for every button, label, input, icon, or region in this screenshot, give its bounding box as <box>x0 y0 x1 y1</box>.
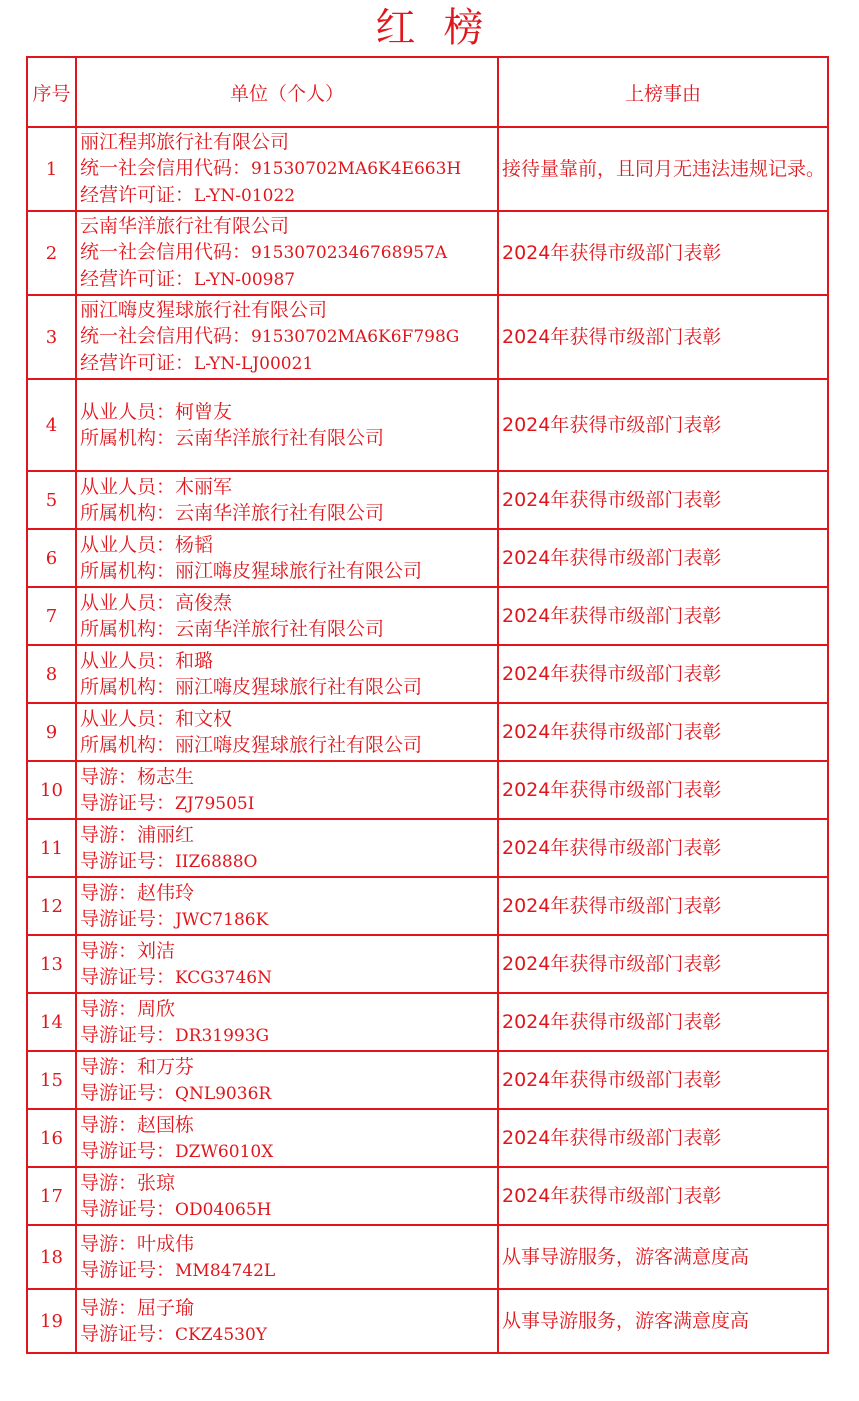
unit-line-value: KCG3746N <box>175 967 272 988</box>
table-row <box>27 1051 828 1109</box>
table-body <box>27 127 828 1353</box>
row-unit <box>76 993 498 1051</box>
unit-line-value: 丽江嗨皮猩球旅行社有限公司 <box>175 676 423 698</box>
table-row <box>27 993 828 1051</box>
unit-line-value: 和万芬 <box>137 1055 195 1078</box>
unit-line <box>80 500 497 526</box>
unit-line-label: 导游证号： <box>80 1197 176 1220</box>
unit-line-value: QNL9036R <box>175 1083 272 1104</box>
unit-line-label: 导游证号： <box>80 1139 176 1162</box>
unit-line <box>80 964 497 991</box>
unit-line <box>80 648 497 674</box>
unit-line-value: DR31993G <box>175 1025 270 1046</box>
table-row <box>27 471 828 529</box>
unit-line <box>80 1080 497 1107</box>
honor-table <box>26 56 829 1354</box>
unit-line-label: 所属机构： <box>80 734 176 756</box>
table-row <box>27 819 828 877</box>
row-reason: 2024年获得市级部门表彰 <box>498 819 828 877</box>
unit-line-label: 导游： <box>80 939 138 962</box>
row-unit <box>76 877 498 935</box>
row-index: 9 <box>27 703 76 761</box>
row-index: 11 <box>27 819 76 877</box>
unit-line <box>80 1295 497 1321</box>
unit-line <box>80 532 497 558</box>
unit-line-value: L-YN-00987 <box>194 270 296 290</box>
row-index: 15 <box>27 1051 76 1109</box>
unit-line-label: 导游： <box>80 1171 138 1194</box>
unit-line-value: 柯曾友 <box>175 401 233 423</box>
unit-line <box>80 764 497 790</box>
unit-line-label: 导游证号： <box>80 1081 176 1104</box>
unit-line <box>80 425 497 451</box>
row-unit <box>76 645 498 703</box>
unit-line-label: 导游： <box>80 1113 138 1136</box>
unit-line-value: 和文权 <box>175 708 233 730</box>
unit-line <box>80 906 497 933</box>
unit-line-value: CKZ4530Y <box>175 1324 268 1345</box>
unit-line-value: 丽江嗨皮猩球旅行社有限公司 <box>175 734 423 756</box>
row-reason: 接待量靠前，且同月无违法违规记录。 <box>498 127 828 211</box>
unit-line-label: 从业人员： <box>80 708 176 730</box>
row-reason: 2024年获得市级部门表彰 <box>498 877 828 935</box>
table-header-row <box>27 57 828 127</box>
row-reason: 从事导游服务，游客满意度高 <box>498 1225 828 1289</box>
unit-line-label: 从业人员： <box>80 476 176 498</box>
unit-line <box>80 790 497 817</box>
unit-line <box>80 1054 497 1080</box>
unit-line-label: 从业人员： <box>80 650 176 672</box>
unit-line-label: 所属机构： <box>80 427 176 449</box>
unit-line-label: 从业人员： <box>80 534 176 556</box>
unit-line-label: 经营许可证： <box>80 268 195 290</box>
unit-line <box>80 213 497 239</box>
unit-line-label: 导游： <box>80 881 138 904</box>
unit-line-label: 导游证号： <box>80 1322 176 1345</box>
unit-line-label: 导游： <box>80 823 138 846</box>
table-row <box>27 295 828 379</box>
unit-line-label: 从业人员： <box>80 401 176 423</box>
unit-line-label: 导游： <box>80 1296 138 1319</box>
unit-line-label: 所属机构： <box>80 618 176 640</box>
unit-line-value: 浦丽红 <box>137 823 195 846</box>
row-index: 17 <box>27 1167 76 1225</box>
unit-line-value: 91530702MA6K6F798G <box>251 327 460 347</box>
unit-line-value: 张琼 <box>137 1171 176 1194</box>
row-reason: 2024年获得市级部门表彰 <box>498 935 828 993</box>
table-row <box>27 379 828 471</box>
unit-line-label: 统一社会信用代码： <box>80 241 252 263</box>
unit-line-value: 云南华洋旅行社有限公司 <box>175 427 385 449</box>
row-unit <box>76 295 498 379</box>
row-unit <box>76 471 498 529</box>
row-unit <box>76 703 498 761</box>
unit-line-label: 导游： <box>80 997 138 1020</box>
unit-line-value: 杨志生 <box>137 765 195 788</box>
unit-line-value: OD04065H <box>175 1199 272 1220</box>
row-unit <box>76 211 498 295</box>
unit-line <box>80 1170 497 1196</box>
table-row <box>27 1225 828 1289</box>
unit-line <box>80 558 497 584</box>
unit-line-label: 经营许可证： <box>80 184 195 206</box>
unit-line <box>80 590 497 616</box>
unit-line-label: 经营许可证： <box>80 352 195 374</box>
unit-line-label: 云南华洋旅行社有限公司 <box>80 215 290 237</box>
unit-line-label: 导游证号： <box>80 849 176 872</box>
table-row <box>27 529 828 587</box>
row-index: 8 <box>27 645 76 703</box>
unit-line-label: 所属机构： <box>80 676 176 698</box>
row-reason: 2024年获得市级部门表彰 <box>498 211 828 295</box>
row-index: 4 <box>27 379 76 471</box>
row-reason: 2024年获得市级部门表彰 <box>498 993 828 1051</box>
header-unit: 单位（个人） <box>76 57 498 127</box>
row-reason: 2024年获得市级部门表彰 <box>498 645 828 703</box>
row-index: 18 <box>27 1225 76 1289</box>
row-reason: 2024年获得市级部门表彰 <box>498 587 828 645</box>
row-unit <box>76 1167 498 1225</box>
row-unit <box>76 935 498 993</box>
unit-line <box>80 822 497 848</box>
row-reason: 从事导游服务，游客满意度高 <box>498 1289 828 1353</box>
unit-line <box>80 1257 497 1284</box>
unit-line <box>80 616 497 642</box>
row-index: 1 <box>27 127 76 211</box>
unit-line <box>80 1231 497 1257</box>
row-index: 6 <box>27 529 76 587</box>
row-reason: 2024年获得市级部门表彰 <box>498 1167 828 1225</box>
unit-line-label: 导游： <box>80 765 138 788</box>
row-reason: 2024年获得市级部门表彰 <box>498 1051 828 1109</box>
unit-line <box>80 996 497 1022</box>
row-index: 2 <box>27 211 76 295</box>
unit-line-value: 91530702MA6K4E663H <box>251 159 462 179</box>
row-unit <box>76 1109 498 1167</box>
unit-line-value: L-YN-LJ00021 <box>194 354 314 374</box>
unit-line <box>80 474 497 500</box>
unit-line-value: 91530702346768957A <box>251 243 448 263</box>
header-index: 序号 <box>27 57 76 127</box>
row-index: 12 <box>27 877 76 935</box>
row-index: 13 <box>27 935 76 993</box>
unit-line <box>80 297 497 323</box>
unit-line-value: 木丽军 <box>175 476 233 498</box>
unit-line-label: 导游证号： <box>80 907 176 930</box>
row-reason: 2024年获得市级部门表彰 <box>498 1109 828 1167</box>
unit-line <box>80 155 497 182</box>
table-row <box>27 1289 828 1353</box>
unit-line <box>80 350 497 377</box>
row-index: 7 <box>27 587 76 645</box>
unit-line-label: 从业人员： <box>80 592 176 614</box>
unit-line-label: 导游证号： <box>80 791 176 814</box>
header-reason: 上榜事由 <box>498 57 828 127</box>
row-unit <box>76 127 498 211</box>
unit-line-label: 导游： <box>80 1055 138 1078</box>
row-unit <box>76 761 498 819</box>
row-unit <box>76 1225 498 1289</box>
unit-line <box>80 706 497 732</box>
row-index: 19 <box>27 1289 76 1353</box>
row-index: 3 <box>27 295 76 379</box>
table-row <box>27 211 828 295</box>
table-row <box>27 127 828 211</box>
row-index: 14 <box>27 993 76 1051</box>
unit-line <box>80 399 497 425</box>
unit-line-value: 云南华洋旅行社有限公司 <box>175 502 385 524</box>
unit-line-label: 丽江程邦旅行社有限公司 <box>80 131 290 153</box>
unit-line <box>80 1321 497 1348</box>
table-row <box>27 877 828 935</box>
unit-line-value: 叶成伟 <box>137 1232 195 1255</box>
row-reason: 2024年获得市级部门表彰 <box>498 761 828 819</box>
unit-line-label: 统一社会信用代码： <box>80 157 252 179</box>
unit-line-label: 导游： <box>80 1232 138 1255</box>
unit-line-value: IIZ6888O <box>175 851 258 872</box>
table-row <box>27 761 828 819</box>
unit-line <box>80 182 497 209</box>
unit-line-value: L-YN-01022 <box>194 186 296 206</box>
row-reason: 2024年获得市级部门表彰 <box>498 295 828 379</box>
unit-line-value: 高俊焘 <box>175 592 233 614</box>
unit-line <box>80 880 497 906</box>
unit-line-label: 所属机构： <box>80 502 176 524</box>
unit-line <box>80 1138 497 1165</box>
unit-line-value: 云南华洋旅行社有限公司 <box>175 618 385 640</box>
unit-line <box>80 1112 497 1138</box>
table-row <box>27 935 828 993</box>
unit-line <box>80 732 497 758</box>
unit-line-value: 周欣 <box>137 997 176 1020</box>
unit-line-label: 导游证号： <box>80 1258 176 1281</box>
unit-line <box>80 674 497 700</box>
row-reason: 2024年获得市级部门表彰 <box>498 703 828 761</box>
unit-line-label: 统一社会信用代码： <box>80 325 252 347</box>
row-unit <box>76 1289 498 1353</box>
unit-line-value: 杨韬 <box>175 534 214 556</box>
table-row <box>27 587 828 645</box>
unit-line-value: 丽江嗨皮猩球旅行社有限公司 <box>175 560 423 582</box>
unit-line <box>80 1022 497 1049</box>
row-unit <box>76 819 498 877</box>
unit-line-value: 赵伟玲 <box>137 881 195 904</box>
row-reason: 2024年获得市级部门表彰 <box>498 471 828 529</box>
row-reason: 2024年获得市级部门表彰 <box>498 529 828 587</box>
unit-line <box>80 266 497 293</box>
unit-line-label: 丽江嗨皮猩球旅行社有限公司 <box>80 299 328 321</box>
unit-line-value: DZW6010X <box>175 1141 274 1162</box>
page-title: 红榜 <box>375 5 512 51</box>
row-unit <box>76 529 498 587</box>
unit-line-value: 和璐 <box>175 650 214 672</box>
unit-line <box>80 239 497 266</box>
unit-line-value: ZJ79505I <box>175 793 255 814</box>
row-unit <box>76 1051 498 1109</box>
unit-line <box>80 1196 497 1223</box>
unit-line-value: 刘洁 <box>137 939 176 962</box>
table-row <box>27 645 828 703</box>
table-row <box>27 1167 828 1225</box>
row-unit <box>76 379 498 471</box>
unit-line <box>80 129 497 155</box>
unit-line-value: 赵国栋 <box>137 1113 195 1136</box>
row-unit <box>76 587 498 645</box>
row-reason: 2024年获得市级部门表彰 <box>498 379 828 471</box>
unit-line-value: JWC7186K <box>175 909 269 930</box>
unit-line-value: MM84742L <box>175 1260 276 1281</box>
unit-line-value: 屈子瑜 <box>137 1296 195 1319</box>
row-index: 10 <box>27 761 76 819</box>
unit-line-label: 所属机构： <box>80 560 176 582</box>
table-row <box>27 1109 828 1167</box>
unit-line <box>80 323 497 350</box>
unit-line-label: 导游证号： <box>80 1023 176 1046</box>
table-row <box>27 703 828 761</box>
unit-line <box>80 938 497 964</box>
row-index: 5 <box>27 471 76 529</box>
unit-line-label: 导游证号： <box>80 965 176 988</box>
row-index: 16 <box>27 1109 76 1167</box>
unit-line <box>80 848 497 875</box>
